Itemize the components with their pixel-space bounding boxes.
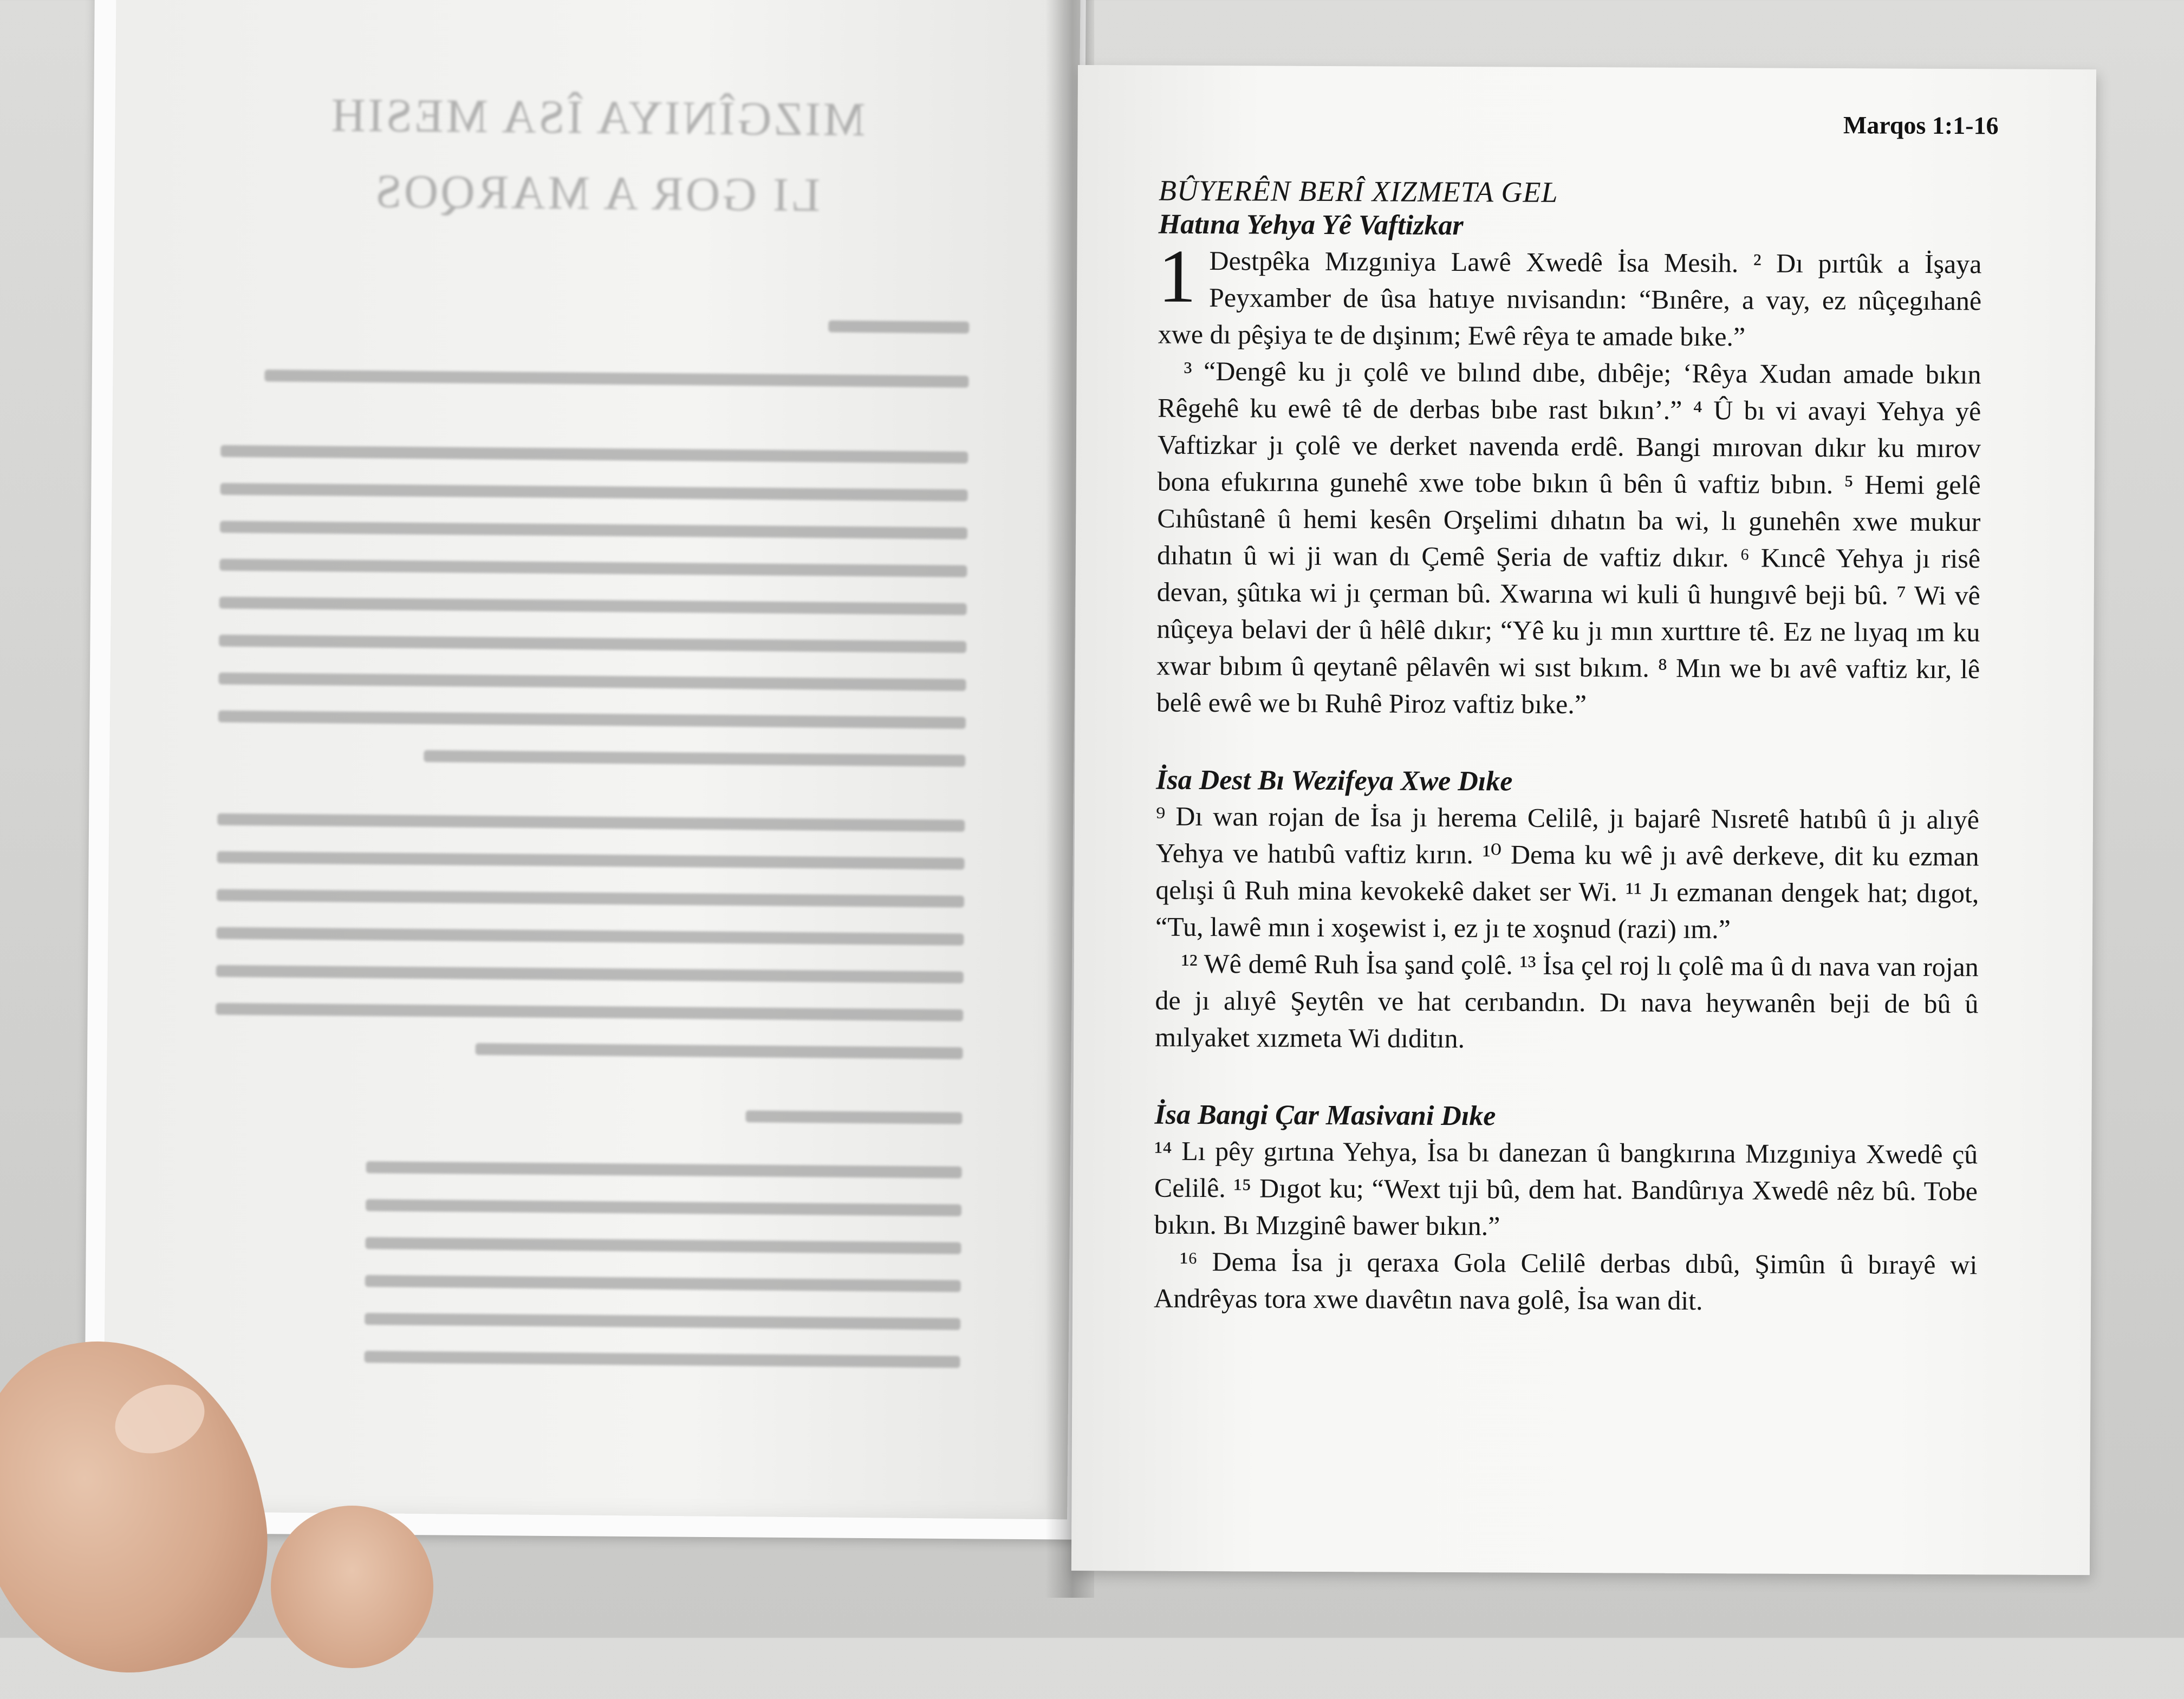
section-heading: İsa Bangi Çar Masivani Dıke <box>1154 1099 1496 1132</box>
bleed-line <box>366 1161 962 1179</box>
bleed-line <box>365 1351 960 1368</box>
finger <box>271 1506 433 1668</box>
verse-paragraph <box>1158 234 1982 356</box>
bleed-line <box>216 927 964 946</box>
show-through-text <box>103 0 1081 1519</box>
bleed-line <box>220 521 967 539</box>
bleed-line <box>220 445 968 464</box>
bleed-line <box>220 483 968 502</box>
bleed-line <box>219 635 966 653</box>
bleed-title-line2: LI GOR A MARQOS <box>373 165 821 222</box>
bleed-line <box>218 673 966 691</box>
bleed-line <box>365 1275 961 1292</box>
section-heading: İsa Dest Bı Wezifeya Xwe Dıke <box>1156 764 1513 797</box>
verse-text: Destpêka Mızgıniya Lawê Xwedê İsa Mesih. ² Dı pırtûk a İşaya Peyxamber de ûsa hatıye nıvisandın: “Bınêre, a vay, ez nûçegıhanê xwe dı pêşiya te de dışinım; Ewê rêya te amade bıke.” <box>1158 245 1982 352</box>
verse-paragraph: ³ “Dengê ku jı çolê ve bılınd dıbe, dıbêje; ‘Rêya Xudan amade bıkın Rêgehê ku ewê tê de derbas bıbe rast bıkın’.” ⁴ Û bı vi avayi Yehya yê Vaftizkar jı çolê ve derket navenda erdê. Bangi mırovan dıkır ku mırov bona efukırına gunehê xwe tobe bıkın û bên û vaftiz bıbın. ⁵ Hemi gelê Cıhûstanê û hemi kesên Orşelimi dıhatın ba wi, lı gunehên xwe mukur dıhatın û wi ji wan dı Çemê Şeria de vaftiz dıkır. ⁶ Kıncê Yehya jı risê devan, şûtıka wi jı çerman bû. Xwarına wi kuli û hungıvê beji bû. ⁷ Wi vê nûçeya belavi der û hêlê dıkır; “Yê ku jı mın xurttıre tê. Ez ne lıyaq ım ku xwar bıbım û qeytanê pêlavên wi sıst bıkım. ⁸ Mın we bı avê vaftiz kır, lê belê ewê we bı Ruhê Piroz vaftiz bıke.” <box>1156 355 1981 720</box>
bleed-line <box>264 369 968 387</box>
bleed-line <box>365 1313 960 1330</box>
verse-paragraph: ⁹ Dı wan rojan de İsa jı herema Celilê, jı bajarê Nısretê hatıbû û jı alıyê Yehya ve hatıbû vaftiz kırın. ¹⁰ Dema ku wê jı avê derkeve, dit ku ezman qelışi û Ruh mina kevokekê daket ser Wi. ¹¹ Jı ezmanan dengek hat; dıgot, “Tu, lawê mın i xoşewist i, ez jı te xoşnud (razi) ım.” <box>1155 800 1980 945</box>
bleed-line <box>365 1237 961 1254</box>
bleed-line <box>217 851 965 870</box>
verse-paragraph: ¹² Wê demê Ruh İsa şand çolê. ¹³ İsa çel roj lı çolê ma û dı nava van rojan de jı alıyê Şeytên ve hat cerıbandın. Dı nava heywanên beji de bû û mılyaket xızmeta Wi dıditın. <box>1155 948 1979 1054</box>
scripture-text <box>1154 109 1982 1320</box>
right-page <box>1071 65 2096 1575</box>
bleed-line <box>217 813 965 832</box>
bleed-title-line1: MIZGÎNIYA ÎSA MESIH <box>329 89 866 147</box>
running-head: Marqos 1:1-16 <box>1843 111 1999 140</box>
bleed-line <box>216 1003 963 1021</box>
section-supertitle: BÛYERÊN BERÎ XIZMETA GEL <box>1158 174 1558 209</box>
verse-paragraph: ¹⁶ Dema İsa jı qeraxa Gola Celilê derbas dıbû, Şimûn û bırayê wi Andrêyas tora xwe dıavêtın nava golê, İsa wan dit. <box>1153 1246 1978 1316</box>
bleed-line <box>217 889 964 908</box>
bleed-line <box>366 1199 961 1216</box>
chapter-number: 1 <box>1158 234 1197 318</box>
bleed-title <box>114 76 1080 236</box>
bleed-line <box>216 965 964 984</box>
bleed-line <box>218 711 966 729</box>
bleed-line <box>219 559 967 577</box>
verse-paragraph: ¹⁴ Lı pêy gırtına Yehya, İsa bı danezan û bangkırına Mızgıniya Xwedê çû Celilê. ¹⁵ Dıgot ku; “Wext tıji bû, dem hat. Bandûrıya Xwedê nêz bû. Tobe bıkın. Bı Mızginê bawer bıkın.” <box>1154 1135 1978 1241</box>
bleed-line <box>745 1110 962 1124</box>
section-heading: Hatına Yehya Yê Vaftizkar <box>1158 209 1464 242</box>
bleed-line <box>424 750 965 767</box>
bleed-line <box>476 1043 963 1059</box>
left-page <box>103 0 1081 1519</box>
bleed-line <box>219 597 967 615</box>
bleed-line <box>828 320 969 333</box>
